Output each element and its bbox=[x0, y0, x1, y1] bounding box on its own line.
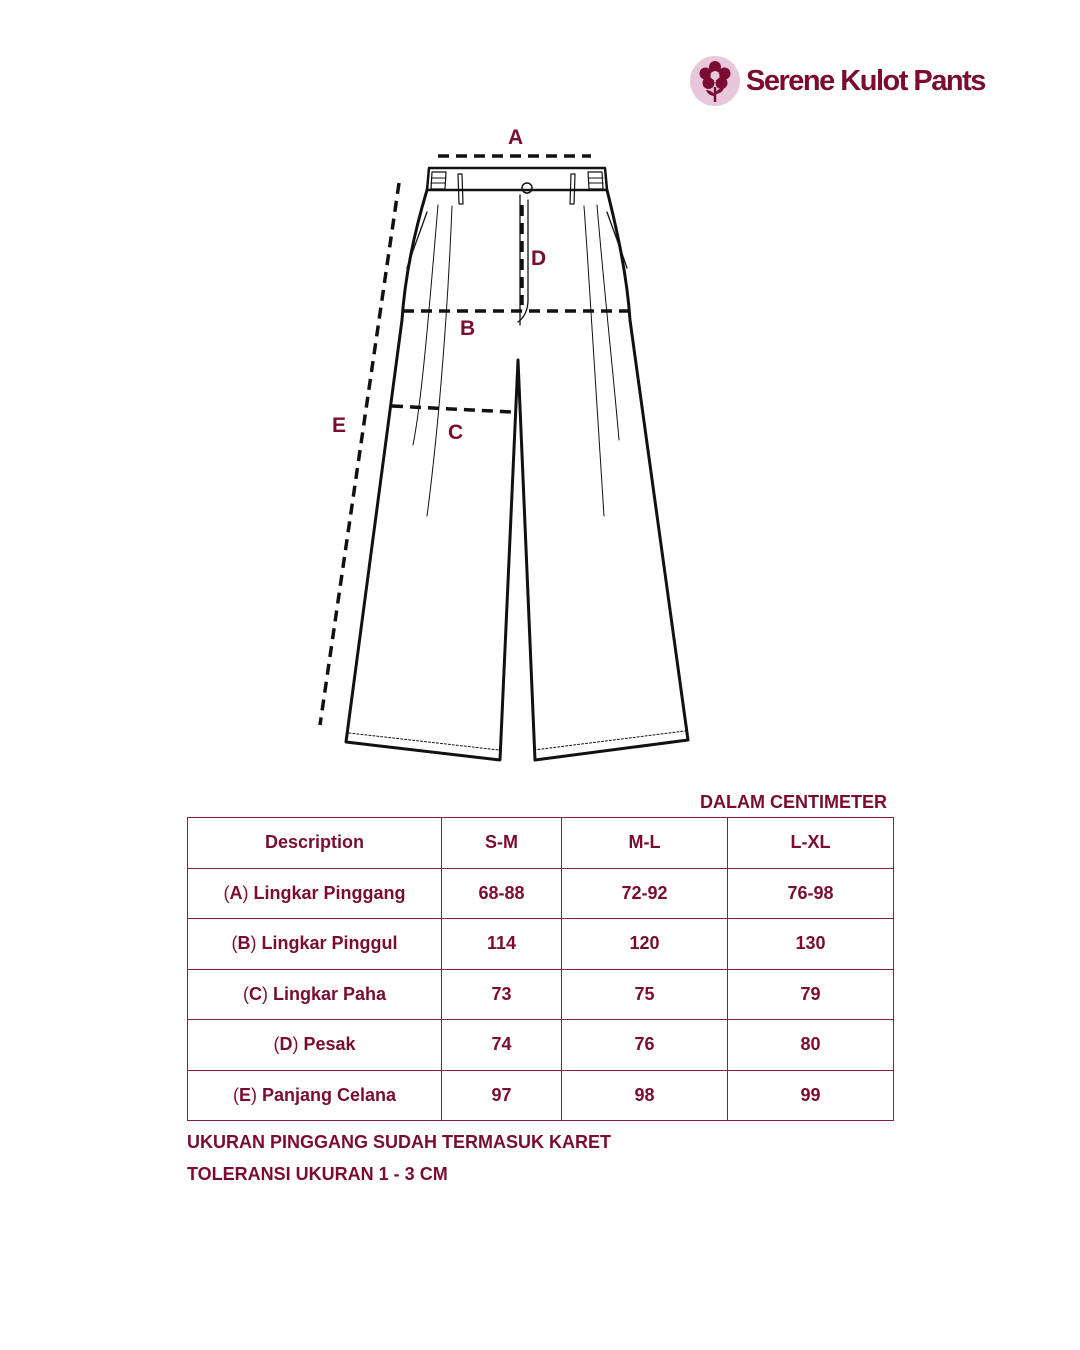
dimension-label-b: B bbox=[460, 317, 476, 340]
unit-label: DALAM CENTIMETER bbox=[700, 792, 887, 812]
row-code: E bbox=[238, 1084, 251, 1105]
header-size-ml: M-L bbox=[562, 818, 728, 869]
cell-ml: 75 bbox=[562, 969, 728, 1020]
dimension-label-c: C bbox=[448, 421, 464, 444]
brand-name: Serene Kulot Pants bbox=[746, 64, 985, 97]
row-description: (E) Panjang Celana bbox=[188, 1070, 442, 1121]
row-code: B bbox=[237, 933, 251, 954]
row-name: Lingkar Paha bbox=[272, 983, 387, 1004]
dimension-line-c bbox=[392, 406, 512, 412]
note-waist-elastic: UKURAN PINGGANG SUDAH TERMASUK KARET bbox=[187, 1132, 612, 1152]
header-description: Description bbox=[188, 818, 442, 869]
header-size-lxl: L-XL bbox=[728, 818, 894, 869]
cell-sm: 73 bbox=[442, 969, 562, 1020]
cell-lxl: 130 bbox=[728, 919, 894, 970]
row-code: C bbox=[248, 983, 262, 1004]
table-row bbox=[188, 868, 894, 919]
cell-lxl: 80 bbox=[728, 1020, 894, 1071]
row-description: (C) Lingkar Paha bbox=[188, 969, 442, 1020]
cell-sm: 97 bbox=[442, 1070, 562, 1121]
row-code: A bbox=[229, 882, 243, 903]
row-description: (B) Lingkar Pinggul bbox=[188, 919, 442, 970]
cell-ml: 76 bbox=[562, 1020, 728, 1071]
cell-lxl: 76-98 bbox=[728, 868, 894, 919]
cell-ml: 72-92 bbox=[562, 868, 728, 919]
row-description: (D) Pesak bbox=[188, 1020, 442, 1071]
table-row bbox=[188, 1070, 894, 1121]
dimension-label-a: A bbox=[508, 126, 524, 149]
note-size-tolerance: TOLERANSI UKURAN 1 - 3 CM bbox=[187, 1164, 448, 1184]
row-code: D bbox=[279, 1034, 293, 1055]
cell-sm: 68-88 bbox=[442, 868, 562, 919]
table-row bbox=[188, 969, 894, 1020]
row-name: Panjang Celana bbox=[261, 1084, 397, 1105]
dimension-label-d: D bbox=[531, 247, 547, 270]
row-name: Pesak bbox=[303, 1034, 356, 1055]
cell-lxl: 99 bbox=[728, 1070, 894, 1121]
dimension-label-e: E bbox=[332, 414, 347, 437]
cell-ml: 120 bbox=[562, 919, 728, 970]
header-size-sm: S-M bbox=[442, 818, 562, 869]
row-description: (A) Lingkar Pinggang bbox=[188, 868, 442, 919]
cell-lxl: 79 bbox=[728, 969, 894, 1020]
row-name: Lingkar Pinggang bbox=[253, 882, 406, 903]
row-name: Lingkar Pinggul bbox=[261, 933, 398, 954]
cell-ml: 98 bbox=[562, 1070, 728, 1121]
table-header-row bbox=[188, 818, 894, 869]
size-chart-table bbox=[187, 817, 894, 1121]
cell-sm: 114 bbox=[442, 919, 562, 970]
table-row bbox=[188, 919, 894, 970]
table-row bbox=[188, 1020, 894, 1071]
cell-sm: 74 bbox=[442, 1020, 562, 1071]
